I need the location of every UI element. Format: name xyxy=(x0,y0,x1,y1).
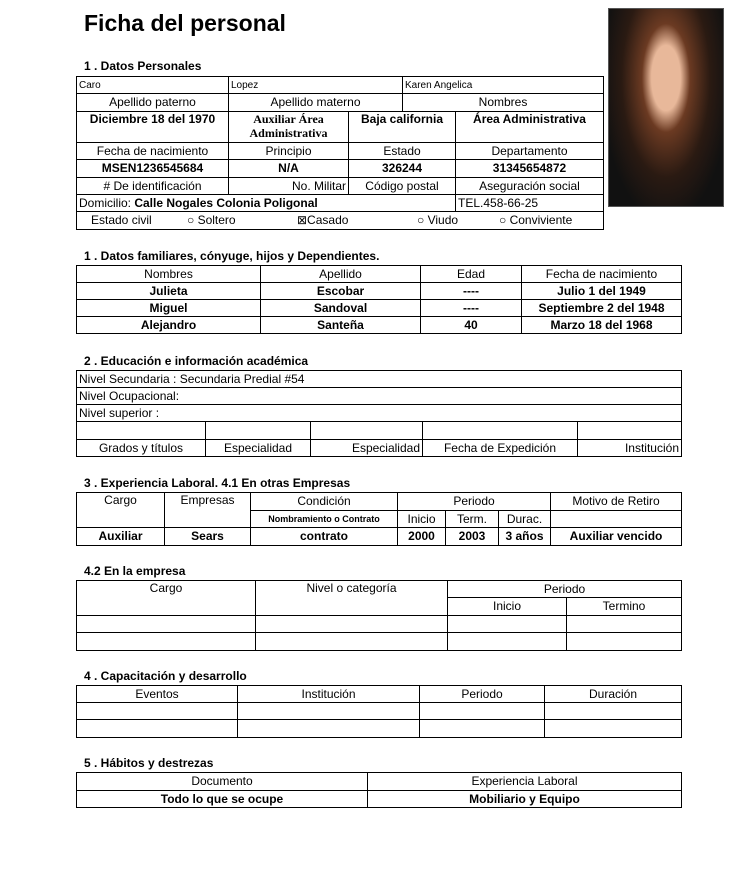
label: Apellido materno xyxy=(229,94,403,112)
label: Nombres xyxy=(403,94,604,112)
habits-table xyxy=(76,772,682,808)
departamento-value: Área Administrativa xyxy=(456,112,604,143)
seguro-value: 31345654872 xyxy=(456,160,604,178)
cell: Todo lo que se ocupe xyxy=(77,791,368,808)
header: Cargo xyxy=(77,581,256,616)
header: Cargo xyxy=(77,493,165,528)
identificacion-value: MSEN1236545684 xyxy=(77,160,229,178)
header: Fecha de nacimiento xyxy=(522,266,682,283)
table-row xyxy=(77,791,682,808)
cell: contrato xyxy=(251,528,398,546)
header: Experiencia Laboral xyxy=(368,773,682,791)
apellido-paterno-value: Caro xyxy=(77,77,229,94)
cell: ---- xyxy=(421,283,522,300)
cell: Auxiliar xyxy=(77,528,165,546)
cell: Sears xyxy=(165,528,251,546)
radio-viudo[interactable]: ○ Viudo xyxy=(417,213,459,227)
header: Eventos xyxy=(77,686,238,703)
label: Aseguración social xyxy=(456,178,604,195)
nombres-value: Karen Angelica xyxy=(403,77,604,94)
superior: Nivel superior : xyxy=(77,405,682,422)
cell: Marzo 18 del 1968 xyxy=(522,317,682,334)
section-heading: 3 . Experiencia Laboral. 4.1 En otras Empresas xyxy=(84,476,351,490)
ocupacional: Nivel Ocupacional: xyxy=(77,388,682,405)
fecha-nacimiento-value: Diciembre 18 del 1970 xyxy=(77,112,229,143)
label: Estado civil xyxy=(91,213,152,227)
militar-value: N/A xyxy=(229,160,349,178)
cell: Auxiliar vencido xyxy=(551,528,682,546)
label: Departamento xyxy=(456,143,604,160)
header: Nivel o categoría xyxy=(256,581,448,616)
secundaria: Nivel Secundaria : Secundaria Predial #54 xyxy=(77,371,682,388)
cell: 40 xyxy=(421,317,522,334)
tel-value: TEL.458-66-25 xyxy=(456,195,604,212)
cell: Miguel xyxy=(77,300,261,317)
cell: 3 años xyxy=(499,528,551,546)
header: Inicio xyxy=(448,598,567,616)
label: Fecha de nacimiento xyxy=(77,143,229,160)
cell: 2000 xyxy=(398,528,446,546)
section-heading: 1 . Datos familiares, cónyuge, hijos y Dependientes. xyxy=(84,249,380,263)
apellido-materno-value: Lopez xyxy=(229,77,403,94)
cell: Sandoval xyxy=(261,300,421,317)
family-table xyxy=(76,265,682,334)
header: Periodo xyxy=(398,493,551,511)
header: Term. xyxy=(446,511,499,528)
label: # De identificación xyxy=(77,178,229,195)
header: Especialidad xyxy=(206,440,311,457)
header: Condición xyxy=(251,493,398,511)
cell: ---- xyxy=(421,300,522,317)
table-row xyxy=(77,283,682,300)
training-table xyxy=(76,685,682,738)
estado-value: Baja california xyxy=(349,112,456,143)
section-heading: 4.2 En la empresa xyxy=(84,564,186,578)
header: Institución xyxy=(238,686,420,703)
header: Documento xyxy=(77,773,368,791)
header: Nombres xyxy=(77,266,261,283)
table-row xyxy=(77,528,682,546)
header: Inicio xyxy=(398,511,446,528)
section-heading: 2 . Educación e información académica xyxy=(84,354,309,368)
radio-soltero[interactable]: ○ Soltero xyxy=(187,213,236,227)
cell: Septiembre 2 del 1948 xyxy=(522,300,682,317)
header: Motivo de Retiro xyxy=(551,493,682,511)
cell: Mobiliario y Equipo xyxy=(368,791,682,808)
header: Empresas xyxy=(165,493,251,528)
postal-value: 326244 xyxy=(349,160,456,178)
page-title: Ficha del personal xyxy=(84,10,286,36)
label: Domicilio: xyxy=(79,195,135,210)
header: Grados y títulos xyxy=(77,440,206,457)
header: Apellido xyxy=(261,266,421,283)
company-table xyxy=(76,580,682,651)
header: Duración xyxy=(545,686,682,703)
domicilio-value: Calle Nogales Colonia Poligonal xyxy=(134,195,318,210)
header: Especialidad xyxy=(311,440,423,457)
header: Durac. xyxy=(499,511,551,528)
header: Periodo xyxy=(420,686,545,703)
cell: Escobar xyxy=(261,283,421,300)
cell: Julieta xyxy=(77,283,261,300)
label: No. Militar xyxy=(229,178,349,195)
table-row xyxy=(77,317,682,334)
personal-data-table xyxy=(76,76,604,230)
header: Periodo xyxy=(448,581,682,598)
education-table xyxy=(76,370,682,457)
radio-casado[interactable]: ⊠Casado xyxy=(297,213,349,227)
section-heading: 4 . Capacitación y desarrollo xyxy=(84,669,247,683)
header: Termino xyxy=(567,598,682,616)
label: Código postal xyxy=(349,178,456,195)
header: Edad xyxy=(421,266,522,283)
label: Apellido paterno xyxy=(77,94,229,112)
radio-conviviente[interactable]: ○ Conviviente xyxy=(499,213,573,227)
cell: Santeña xyxy=(261,317,421,334)
label: Estado xyxy=(349,143,456,160)
principio-value: Auxiliar Área Administrativa xyxy=(229,112,349,143)
section-heading: 1 . Datos Personales xyxy=(84,59,202,73)
label: Principio xyxy=(229,143,349,160)
section-heading: 5 . Hábitos y destrezas xyxy=(84,756,214,770)
cell: Julio 1 del 1949 xyxy=(522,283,682,300)
header: Fecha de Expedición xyxy=(423,440,578,457)
header: Nombramiento o Contrato xyxy=(251,511,398,528)
table-row xyxy=(77,300,682,317)
experience-table xyxy=(76,492,682,546)
header: Institución xyxy=(578,440,682,457)
cell: Alejandro xyxy=(77,317,261,334)
cell: 2003 xyxy=(446,528,499,546)
employee-photo xyxy=(608,8,724,207)
